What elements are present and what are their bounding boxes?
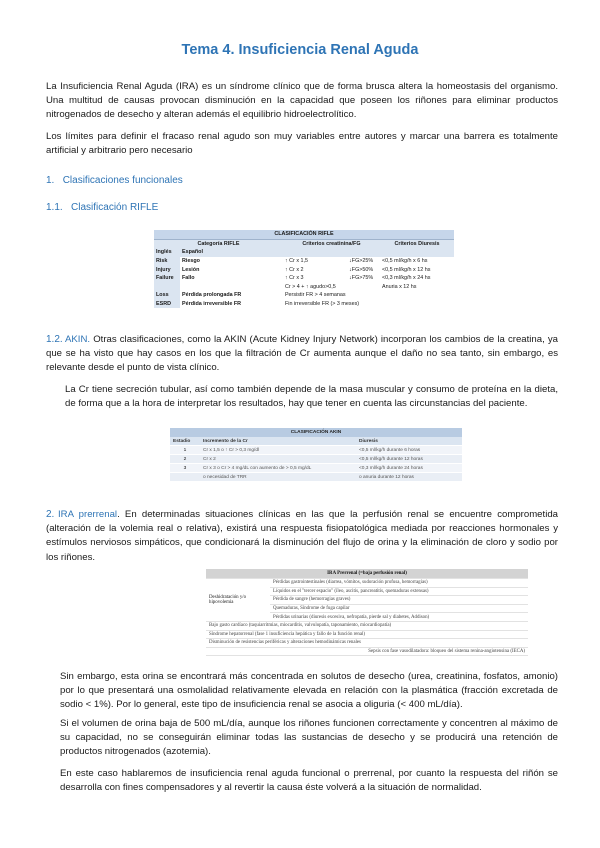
akin-cell-diuresis: <0,5 ml/kg/h durante 6 horas xyxy=(356,446,462,455)
intro-paragraph-1: La Insuficiencia Renal Aguda (IRA) es un síndrome clínico que de forma brusca altera la homeostasis del organismo. Una multitud de causas provocan disminución en la capacidad que poseen los riñones para eliminar productos nitrogenados de desecho y alteran además el equilibrio hidroelectrolítico. xyxy=(46,81,558,121)
section-2-text: . En determinadas situaciones clínicas en las que la perfusión renal se encuentre comprometida (alteración de la volemia real o relativa), existirá una respuesta fisiopatológica mediada por reacciones hormonales y estímulos nerviosos simpáticos, que condicionará la disminución del flujo de orina y la eliminación de cloro y sodio por los riñones. xyxy=(46,509,558,563)
rifle-cell-en: Injury xyxy=(154,265,180,274)
rifle-row xyxy=(154,300,454,309)
akin-cell-stage: 3 xyxy=(170,464,200,473)
rifle-cell-es: Fallo xyxy=(182,275,195,282)
akin-cell-diuresis: <0,3 ml/kg/h durante 24 horas xyxy=(356,464,462,473)
prerrenal-cell: Líquidos en el "tercer espacio" (íleo, ascitis, pancreatitis, quemaduras extensas) xyxy=(270,587,528,596)
rifle-cell-cr: Persistir FR > 4 semanas xyxy=(284,292,346,299)
section-1-number: 1. xyxy=(46,175,55,186)
rifle-header-diuresis: Criterios Diuresis xyxy=(380,239,454,248)
rifle-cell-fg: ↓FG>75% xyxy=(349,275,374,282)
prerrenal-table xyxy=(206,569,528,656)
intro-paragraph-2: Los límites para definir el fracaso renal agudo son muy variables entre autores y marcar una barrera es totalmente artificial y arbitrario pero necesario xyxy=(46,131,558,157)
section-2-number: 2. xyxy=(46,509,55,520)
rifle-cell-diuresis: <0,5 ml/kg/h x 6 hs xyxy=(382,258,428,265)
section-1-2-text: Otras clasificaciones, como la AKIN (Acute Kidney Injury Network) incorporan los cambios de la creatina, ya que se ha visto que hay casos en los que la filtración de Cr aumenta aunque el daño no sea tanto, sin embargo, es relevante desde el punto de vista clínico. xyxy=(46,334,559,374)
rifle-cell-diuresis: <0,3 ml/kg/h x 24 hs xyxy=(382,275,431,282)
page-title: Tema 4. Insuficiencia Renal Aguda xyxy=(181,42,419,58)
section-1-1-heading xyxy=(46,202,158,213)
akin-cell-diuresis: <0,5 ml/kg/h durante 12 horas xyxy=(356,455,462,464)
rifle-cell-fg: ↓FG>25% xyxy=(349,258,374,265)
rifle-cell-diuresis: <0,5 ml/kg/h x 12 hs xyxy=(382,266,431,273)
rifle-caption: CLASIFICACIÓN RIFLE xyxy=(154,230,454,239)
section-1-1-title: Clasificación RIFLE xyxy=(71,202,159,213)
akin-cell-creatinine: o necesidad de TRR xyxy=(200,473,356,482)
rifle-row xyxy=(154,257,454,266)
rifle-cell-cr: Cr > 4 + ↑ agudo>0,5 xyxy=(284,283,336,290)
rifle-header-creatinine: Criterios creatinina/FG xyxy=(283,239,380,248)
section-1-2-number: 1.2. xyxy=(46,334,63,345)
akin-cell-creatinine: Cr x 1,5 o ↑ Cr > 0,3 mg/dl xyxy=(200,446,356,455)
rifle-cell-en: Risk xyxy=(154,257,180,266)
akin-caption: CLASIFICACIÓN AKIN xyxy=(170,428,462,437)
rifle-cell-en: Loss xyxy=(154,291,180,300)
prerrenal-cell: Pérdidas gastrointestinales (diarrea, vómitos, sudoración profusa, hemorragias) xyxy=(270,579,528,588)
akin-table xyxy=(170,428,462,481)
rifle-cell-fg xyxy=(347,283,380,292)
after-paragraph-2: Si el volumen de orina baja de 500 mL/día, aunque los riñones funcionen correctamente y concentren al máximo de su capacidad, no se conseguirán eliminar todas las sustancias de desecho y se producirá una retención de productos nitrogenados (azotemia). xyxy=(60,718,558,758)
rifle-cell-es xyxy=(180,283,283,292)
rifle-cell-cr: Fin irreversible FR (> 3 meses) xyxy=(284,301,360,308)
section-2-paragraph xyxy=(46,508,558,565)
after-paragraph-1: Sin embargo, esta orina se encontrará más concentrada en solutos de desecho (urea, creatinina, fosfatos, amonio) por lo que presentará una osmolalidad relativamente elevada en relación con la plasmática (fracción excretada de sodio < 1%). Por lo general, este tipo de insuficiencia renal se asocia a oliguria (< 400 mL/día). xyxy=(60,671,558,711)
rifle-cell-cr: ↑ Cr x 2 xyxy=(284,266,304,273)
rifle-row xyxy=(154,283,454,292)
akin-cell-creatinine: Cr x 3 o Cr > 4 mg/dL con aumento de > 0,5 mg/dL xyxy=(200,464,356,473)
rifle-cell-es: Riesgo xyxy=(182,258,200,265)
rifle-header-category: Categoría RIFLE xyxy=(154,239,283,248)
prerrenal-row xyxy=(206,579,528,588)
section-1-2-paragraph-2: La Cr tiene secreción tubular, así como también depende de la masa muscular y consumo de proteína en la dieta, de forma que a la hora de interpretar los resultados, hay que tener en cuenta las circunstancias del paciente. xyxy=(65,384,558,410)
akin-cell-creatinine: Cr x 2 xyxy=(200,455,356,464)
section-1-2-title: AKIN. xyxy=(65,334,91,345)
akin-cell-stage xyxy=(170,473,200,482)
akin-cell-stage: 1 xyxy=(170,446,200,455)
prerrenal-group-label: Deshidratación y/o hipovolemia xyxy=(206,579,270,622)
akin-row xyxy=(170,446,462,455)
rifle-cell-en xyxy=(154,283,180,292)
rifle-cell-fg: ↓FG>50% xyxy=(349,266,374,273)
section-1-1-number: 1.1. xyxy=(46,202,63,213)
rifle-cell-es: Lesión xyxy=(182,266,200,273)
rifle-subheader-spanish: Español xyxy=(180,248,283,257)
rifle-row xyxy=(154,291,454,300)
rifle-cell-es: Pérdida prolongada FR xyxy=(182,292,242,299)
prerrenal-row xyxy=(206,630,528,639)
rifle-row xyxy=(154,265,454,274)
section-1-title: Clasificaciones funcionales xyxy=(62,175,183,186)
prerrenal-cell: Síndrome hepatorrenal (fase 1 insuficiencia hepática y fallo de la función renal) xyxy=(206,630,528,639)
rifle-subheader-english: Inglés xyxy=(154,248,180,257)
section-2-title: IRA prerrenal xyxy=(58,509,118,520)
rifle-row xyxy=(154,274,454,283)
section-1-heading xyxy=(46,175,183,186)
prerrenal-cell: Bajo gasto cardíaco (taquiarritmias, miocarditis, valvulopatía, taponamiento, miocardiopatía) xyxy=(206,621,528,630)
prerrenal-cell: Sepsis con fase vasodilatadora: bloqueo del sistema renina-angiotensina (IECA) xyxy=(206,647,528,656)
akin-row xyxy=(170,455,462,464)
rifle-cell-es: Pérdida irreversible FR xyxy=(182,301,242,308)
rifle-table xyxy=(154,230,454,308)
rifle-cell-cr: ↑ Cr x 3 xyxy=(284,275,304,282)
prerrenal-cell: Pérdida de sangre (hemorragias graves) xyxy=(270,596,528,605)
rifle-cell-cr: ↑ Cr x 1,5 xyxy=(284,258,309,265)
akin-header-stage: Estadio xyxy=(170,437,200,446)
prerrenal-row xyxy=(206,639,528,648)
akin-row xyxy=(170,473,462,482)
akin-cell-diuresis: o anuria durante 12 horas xyxy=(356,473,462,482)
after-paragraph-3: En este caso hablaremos de insuficiencia renal aguda funcional o prerrenal, por cuanto la respuesta del riñón se desarrolla con fines compensadores y al revertir la causa éste volverá a la situación de normalidad. xyxy=(60,768,558,794)
rifle-cell-en: ESRD xyxy=(154,300,180,309)
akin-header-diuresis: Diuresis xyxy=(356,437,462,446)
prerrenal-cell: Disminución de resistencias periféricas y alteraciones hemodinámicas renales xyxy=(206,639,528,648)
prerrenal-caption: IRA Prerrenal (=baja perfusión renal) xyxy=(206,569,528,579)
akin-header-creatinine: Incremento de la Cr xyxy=(200,437,356,446)
rifle-cell-diuresis: Anuria x 12 hs xyxy=(382,283,417,290)
section-1-2-paragraph-1 xyxy=(46,333,558,376)
akin-row xyxy=(170,464,462,473)
prerrenal-row xyxy=(206,621,528,630)
rifle-cell-en: Failure xyxy=(154,274,180,283)
prerrenal-cell: Pérdidas urinarias (diuresis excesiva, nefropatía, pierde sal y diabetes, Addison) xyxy=(270,613,528,622)
akin-cell-stage: 2 xyxy=(170,455,200,464)
prerrenal-cell: Quemaduras, Síndrome de fuga capilar xyxy=(270,604,528,613)
prerrenal-row xyxy=(206,647,528,656)
